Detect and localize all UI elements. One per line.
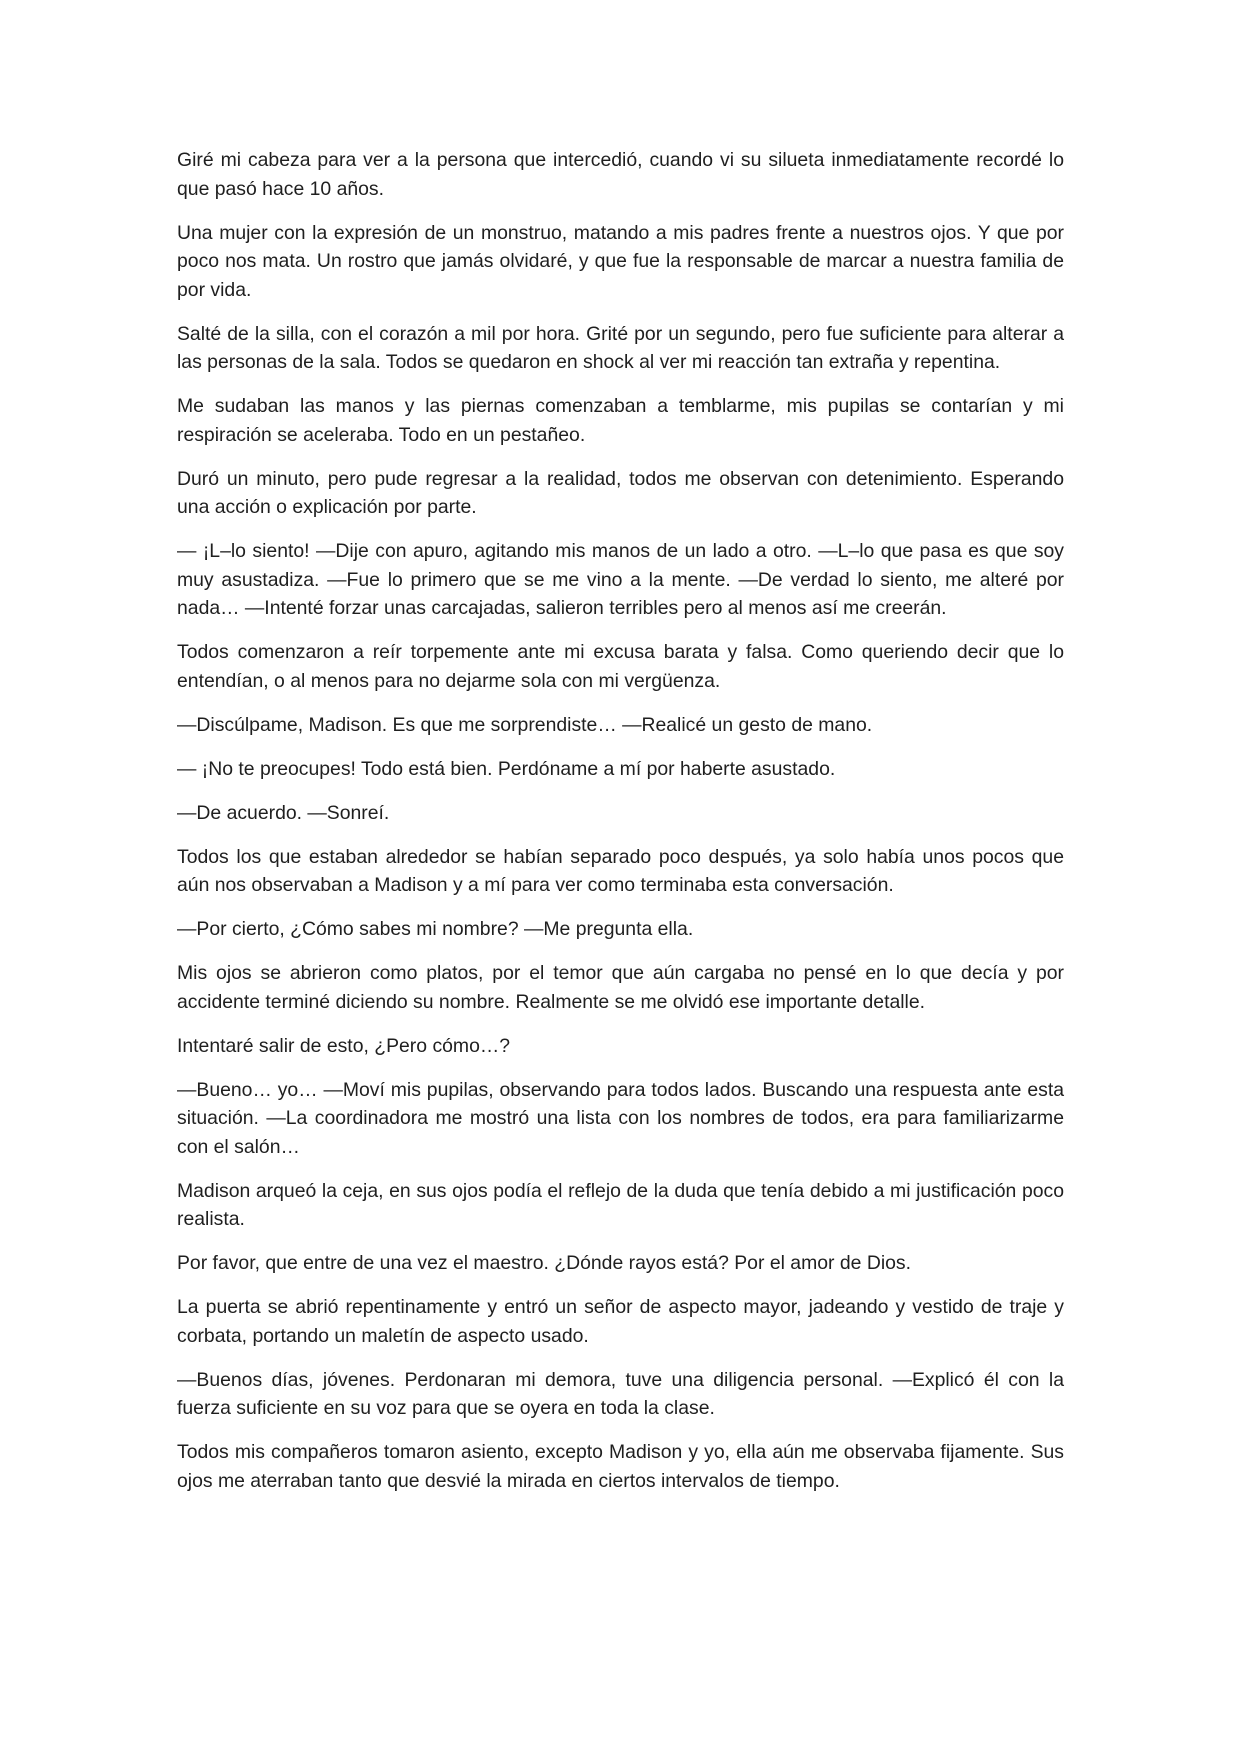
paragraph: — ¡L–lo siento! —Dije con apuro, agitando mis manos de un lado a otro. —L–lo que pasa es que soy muy asustadiza. —Fue lo primero que se me vino a la mente. —De verdad lo siento, me alteré por nada… —Intenté forzar unas carcajadas, salieron terribles pero al menos así me creerán.	[177, 540, 1064, 619]
paragraph: Todos mis compañeros tomaron asiento, excepto Madison y yo, ella aún me observaba fijamente. Sus ojos me aterraban tanto que desvié la mirada en ciertos intervalos de tiempo.	[177, 1441, 1064, 1492]
paragraph: Salté de la silla, con el corazón a mil por hora. Grité por un segundo, pero fue suficiente para alterar a las personas de la sala. Todos se quedaron en shock al ver mi reacción tan extraña y repentina.	[177, 322, 1064, 373]
paragraph: Intentaré salir de esto, ¿Pero cómo…?	[177, 1034, 511, 1057]
paragraph: —De acuerdo. —Sonreí.	[177, 801, 390, 824]
paragraph: Me sudaban las manos y las piernas comenzaban a temblarme, mis pupilas se contarían y mi respiración se aceleraba. Todo en un pestañeo.	[177, 395, 1064, 446]
paragraph: —Buenos días, jóvenes. Perdonaran mi demora, tuve una diligencia personal. —Explicó él con la fuerza suficiente en su voz para que se oyera en toda la clase.	[177, 1368, 1064, 1419]
paragraph: — ¡No te preocupes! Todo está bien. Perdóname a mí por haberte asustado.	[177, 757, 836, 780]
paragraph: Giré mi cabeza para ver a la persona que intercedió, cuando vi su silueta inmediatamente recordé lo que pasó hace 10 años.	[177, 149, 1064, 200]
paragraph: Duró un minuto, pero pude regresar a la realidad, todos me observan con detenimiento. Esperando una acción o explicación por parte.	[177, 467, 1064, 518]
paragraph: Una mujer con la expresión de un monstruo, matando a mis padres frente a nuestros ojos. Y que por poco nos mata. Un rostro que jamás olvidaré, y que fue la responsable de marcar a nuestra familia de por vida.	[177, 221, 1064, 301]
body-text	[177, 146, 1064, 1511]
paragraph: Mis ojos se abrieron como platos, por el temor que aún cargaba no pensé en lo que decía y por accidente terminé diciendo su nombre. Realmente se me olvidó ese importante detalle.	[177, 962, 1064, 1013]
paragraph: Todos comenzaron a reír torpemente ante mi excusa barata y falsa. Como queriendo decir que lo entendían, o al menos para no dejarme sola con mi vergüenza.	[177, 641, 1064, 692]
paragraph: —Bueno… yo… —Moví mis pupilas, observando para todos lados. Buscando una respuesta ante esta situación. —La coordinadora me mostró una lista con los nombres de todos, era para familiarizarme con el salón…	[177, 1078, 1064, 1158]
paragraph: —Discúlpame, Madison. Es que me sorprendiste… —Realicé un gesto de mano.	[177, 713, 873, 736]
paragraph: La puerta se abrió repentinamente y entró un señor de aspecto mayor, jadeando y vestido de traje y corbata, portando un maletín de aspecto usado.	[177, 1296, 1064, 1347]
paragraph: Todos los que estaban alrededor se habían separado poco después, ya solo había unos pocos que aún nos observaban a Madison y a mí para ver como terminaba esta conversación.	[177, 845, 1064, 896]
paragraph: Madison arqueó la ceja, en sus ojos podía el reflejo de la duda que tenía debido a mi justificación poco realista.	[177, 1179, 1064, 1230]
paragraph: —Por cierto, ¿Cómo sabes mi nombre? —Me pregunta ella.	[177, 918, 694, 940]
paragraph: Por favor, que entre de una vez el maestro. ¿Dónde rayos está? Por el amor de Dios.	[177, 1252, 911, 1274]
